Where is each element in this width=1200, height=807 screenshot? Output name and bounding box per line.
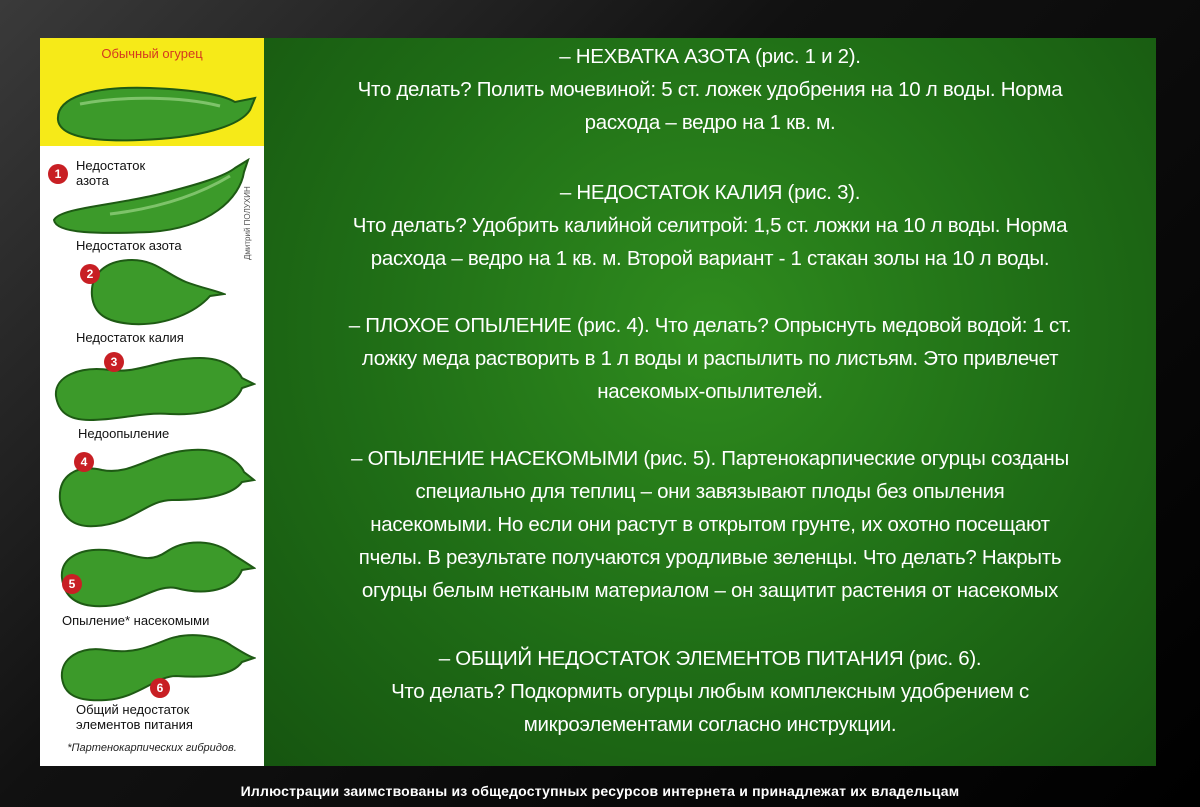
paragraph-line: пчелы. В результате получаются уродливые зеленцы. Что делать? Накрыть — [358, 546, 1062, 569]
paragraph-line: – НЕХВАТКА АЗОТА (рис. 1 и 2). — [559, 45, 861, 68]
badge-3: 3 — [104, 352, 124, 372]
badge-6: 6 — [150, 678, 170, 698]
label-3: Недостаток калия — [76, 330, 184, 345]
label-4: Недоопыление — [78, 426, 170, 441]
cucumber-normal-image — [50, 80, 258, 146]
paragraph-line: огурцы белым нетканым материалом – он защитит растения от насекомых — [361, 579, 1059, 602]
footnote: *Партенокарпических гибридов. — [67, 742, 237, 754]
cucumber-5-image — [56, 534, 256, 610]
paragraph-line: – ОПЫЛЕНИЕ НАСЕКОМЫМИ (рис. 5). Партенокарпические огурцы созданы — [351, 447, 1069, 470]
paragraph-line: расхода – ведро на 1 кв. м. Второй вариант - 1 стакан золы на 10 л воды. — [370, 247, 1050, 270]
label-2: Недостаток азота — [76, 238, 182, 253]
paragraph-line: ложку меда растворить в 1 л воды и распылить по листьям. Это привлечет — [361, 347, 1059, 370]
paragraph-line: насекомых-опылителей. — [597, 380, 823, 403]
badge-2: 2 — [80, 264, 100, 284]
label-5: Опыление* насекомыми — [62, 613, 210, 628]
paragraph-line: специально для теплиц – они завязывают плоды без опыления — [415, 480, 1005, 503]
label-1: Недостаток азота — [76, 158, 146, 188]
attribution-caption: Иллюстрации заимствованы из общедоступных ресурсов интернета и принадлежат их владельцам — [240, 783, 960, 799]
paragraph-line: Что делать? Удобрить калийной селитрой: 1,5 ст. ложки на 10 л воды. Норма — [352, 214, 1068, 237]
paragraph-line: Что делать? Подкормить огурцы любым комплексным удобрением с — [391, 680, 1029, 703]
paragraph-line: – ПЛОХОЕ ОПЫЛЕНИЕ (рис. 4). Что делать? Опрыснуть медовой водой: 1 ст. — [348, 314, 1072, 337]
cucumber-3-image — [50, 350, 256, 426]
paragraph-insects — [264, 442, 1156, 607]
illustration-title: Обычный огурец — [101, 46, 203, 61]
paragraph-line: расхода – ведро на 1 кв. м. — [584, 111, 836, 134]
paragraph-line: насекомыми. Но если они растут в открытом грунте, их охотно посещают — [370, 513, 1050, 536]
badge-4: 4 — [74, 452, 94, 472]
badge-1: 1 — [48, 164, 68, 184]
paragraph-line: – НЕДОСТАТОК КАЛИЯ (рис. 3). — [559, 181, 861, 204]
paragraph-line: – ОБЩИЙ НЕДОСТАТОК ЭЛЕМЕНТОВ ПИТАНИЯ (рис. 6). — [438, 647, 982, 670]
badge-5: 5 — [62, 574, 82, 594]
illustrator-credit: Дмитрий ПОЛУХИН — [243, 186, 252, 260]
paragraph-nitrogen — [264, 40, 1156, 139]
paragraph-line: Что делать? Полить мочевиной: 5 ст. ложек удобрения на 10 л воды. Норма — [357, 78, 1063, 101]
label-6: Общий недостаток элементов питания — [76, 702, 193, 732]
paragraph-pollination — [264, 309, 1156, 408]
paragraph-nutrients — [264, 642, 1156, 741]
paragraph-line: микроэлементами согласно инструкции. — [523, 713, 897, 736]
paragraph-potassium — [264, 176, 1156, 275]
cucumber-2-image — [86, 256, 226, 328]
